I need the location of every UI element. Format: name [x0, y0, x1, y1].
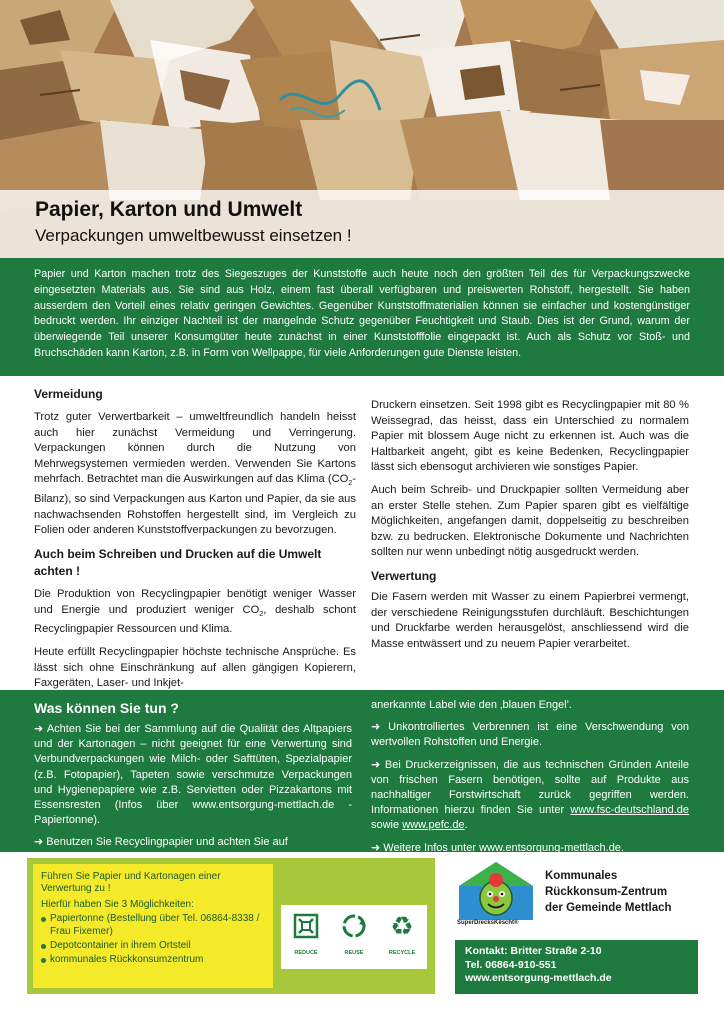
org-line-1: Kommunales: [545, 870, 618, 882]
todo-right-column: [371, 698, 689, 863]
todo-item-recycling-paper: [34, 835, 352, 850]
options-sublead: Hierfür haben Sie 3 Möglichkeiten:: [41, 898, 194, 910]
reduce-item: [284, 911, 328, 956]
todo-item-4-end: .: [464, 819, 468, 832]
schreiben-heading: Auch beim Schreiben und Drucken auf die Umwelt achten !: [34, 546, 322, 578]
arrow-icon: ➜: [34, 723, 44, 735]
todo-item-5-text: Weitere Infos unter: [383, 841, 477, 854]
organization-name: [545, 868, 672, 916]
vermeidung-text-a: Trotz guter Verwertbarkeit – umweltfreundlich handeln heisst auch hier zunächst Vermeidung und Verringerung. Verpackungen können durch die Nutzung von Mehrwegsystemen vermieden werden. Verwenden Sie Kartons mehrfach. Betrachtet man die Auswirkungen auf das Klima (CO: [34, 411, 356, 486]
recycle-icon: [387, 911, 417, 941]
vermeidung-heading: Vermeidung: [34, 387, 103, 401]
options-list: [41, 913, 265, 967]
option-item: Depotcontainer in ihrem Ortsteil: [41, 940, 265, 952]
recycling-paper-paragraph: Druckern einsetzen. Seit 1998 gibt es Recyclingpapier mit 80 % Weissegrad, das heisst, dass ein Unterschied zu normalem Papier mit blossem Auge nicht zu erkennen ist. Auch was die Haltbarkeit angeht, gibt es keine Bedenken, Recyclingpapier lässt sich ebensogut archivieren wie sonstiges Papier.: [371, 399, 689, 474]
todo-item-1-text: Achten Sie bei der Sammlung auf die Qualität des Altpapiers und der Kartonagen – nicht geeignet für eine Verwertung sind Verbundverpackungen wie Milch- oder Safttüten, Spezialpapier (z.B. Fotopapier), Tapeten sowie verschmutze Verpackungen und Hygienepapiere wie z.B. Servietten oder Pizzakartons mit Essensresten (Infos über www.entsorgung-mettlach.de - Papiertonne).: [34, 723, 352, 827]
entsorgung-link[interactable]: www.entsorgung-mettlach.de.: [479, 841, 624, 854]
fsc-link[interactable]: www.fsc-deutschland.de: [570, 804, 690, 817]
vermeidung-paragraph: [34, 410, 356, 539]
pefc-link[interactable]: www.pefc.de: [402, 819, 465, 832]
options-box: [33, 864, 273, 988]
todo-item-collection: [34, 722, 352, 828]
footer-area: [27, 858, 698, 994]
schreiben-paragraph-2: Heute erfüllt Recyclingpapier höchste technische Ansprüche. Es lässt sich ohne Einschränkung auf allen gängigen Kopierern, Faxgeräten, Laser- und Inkjet-: [34, 646, 356, 690]
recycle-item: [380, 911, 424, 956]
todo-item-burning: [371, 720, 689, 750]
superdreckskescht-logo-icon: [455, 860, 537, 922]
todo-item-more-info: [371, 841, 689, 856]
options-panel: [27, 858, 435, 994]
option-item: kommunales Rückkonsumzentrum: [41, 954, 265, 966]
contact-phone: Tel. 06864-910-551: [465, 958, 557, 971]
vermeidung-text-b: -Bilanz), so sind Verpackungen aus Karton und Papier, da sie aus nachwachsenden Rohstoffen hergestellt sind, im Vergleich zu Folien oder anderen Kunststoffverpackungen zu bevorzugen.: [34, 473, 356, 537]
todo-panel: [0, 690, 724, 852]
page-title: Papier, Karton und Umwelt: [35, 198, 303, 221]
reduce-label: REDUCE: [294, 950, 318, 956]
verwertung-heading: Verwertung: [371, 568, 437, 583]
logo-caption: SuperDrecksKëscht®: [457, 920, 519, 926]
reuse-icon: [339, 911, 369, 941]
arrow-icon: ➜: [34, 836, 44, 849]
organization-logo-area: [455, 858, 698, 938]
reuse-item: [332, 911, 376, 956]
intro-text: Papier und Karton machen trotz des Siegeszuges der Kunststoffe auch heute noch den größten Teil des für Verpackungszwecke eingesetzten Materials aus. Sie sind aus Holz, einem fast überall verfügbaren und preiswerten Rohstoff, hergestellt. Sie haben ausserdem den Vorteil eines relativ geringen Gewichtes. Gegenüber Kunststoffmaterialien können sie einfacher und kostengünstiger bedruckt werden. Ihr einziger Nachteil ist der mangelnde Schutz gegenüber Feuchtigkeit und Staub. Dies ist der Grund, warum der überwiegende Teil unserer Konsumgüter heute zunächst in einer Kunststofffolie eingepackt ist. Auch als Schutz vor Stoß- und Bruchschäden kann Karton, z.B. in Form von Wellpappe, für viele Anforderungen gute Dienste leisten.: [34, 268, 690, 359]
org-line-2: Rückkonsum-Zentrum: [545, 886, 668, 898]
arrow-icon: ➜: [371, 841, 381, 854]
contact-box: [455, 940, 698, 994]
right-column: [371, 398, 689, 659]
todo-heading: Was können Sie tun ?: [34, 700, 179, 716]
co2-subscript: 2: [259, 610, 264, 618]
todo-item-2-continued: anerkannte Label wie den ‚blauen Engel'.: [371, 699, 572, 711]
options-lead: Führen Sie Papier und Kartonagen einer Verwertung zu !: [41, 871, 221, 895]
co2-subscript: 2: [348, 480, 353, 488]
reduce-reuse-recycle-box: [281, 905, 427, 969]
reuse-label: REUSE: [344, 950, 364, 956]
todo-item-2-text: Benutzen Sie Recyclingpapier und achten Sie auf: [46, 836, 288, 849]
todo-left-column: [34, 722, 352, 858]
verwertung-paragraph: Die Fasern werden mit Wasser zu einem Papierbrei vermengt, der verschiedene Reinigungsstufen durchläuft. Beschichtungen und Druckfarbe werden herausgelöst, anschliessend wird die Masse entwässert und zu neuem Papier verarbeitet.: [371, 590, 689, 650]
todo-item-3-text: Unkontrolliertes Verbrennen ist eine Verschwendung von wertvollen Rohstoffen und Energie.: [371, 721, 689, 749]
schreiben-paragraph-1: [34, 587, 356, 638]
page-subtitle: Verpackungen umweltbewusst einsetzen !: [35, 226, 352, 245]
arrow-icon: ➜: [371, 721, 381, 734]
org-line-3: der Gemeinde Mettlach: [545, 902, 672, 914]
reduce-icon: [291, 911, 321, 941]
todo-item-fresh-fibers: [371, 758, 689, 834]
schreiben-text-b: , deshalb schont Recyclingpapier Ressourcen und Klima.: [34, 603, 356, 636]
intro-panel: [0, 258, 724, 376]
arrow-icon: ➜: [371, 758, 381, 771]
option-item: Papiertonne (Bestellung über Tel. 06864-8338 / Frau Fixemer): [41, 913, 265, 938]
contact-address: Kontakt: Britter Straße 2-10: [465, 945, 602, 957]
todo-item-4-mid: sowie: [371, 819, 400, 832]
recycle-label: RECYCLE: [388, 950, 416, 956]
contact-website[interactable]: www.entsorgung-mettlach.de: [465, 972, 612, 984]
todo-item-4-text: Bei Druckerzeignissen, die aus technischen Gründen Anteile von frischen Fasern benötigen, sollte auf Produkte aus nachhaltiger Forstwirtschaft zurück gegriffen werden. Informationen hierzu finden Sie unter: [371, 758, 690, 817]
left-column: [34, 386, 356, 699]
paper-saving-paragraph: Auch beim Schreib- und Druckpapier sollten Vermeidung aber an erster Stelle stehen. Zum Papier sparen gibt es vielfältige Möglichkeiten, angefangen damit, doppelseitig zu beschreiben bzw. zu bedrucken. Elektronische Dokumente und Nachrichten sollten nur wenn unbedingt nötig ausgedruckt werden.: [371, 483, 689, 559]
svg-text:♻: ♻: [390, 912, 414, 941]
schreiben-text-a: Die Produktion von Recyclingpapier benötigt weniger Wasser und Energie und produziert weniger CO: [34, 587, 356, 616]
